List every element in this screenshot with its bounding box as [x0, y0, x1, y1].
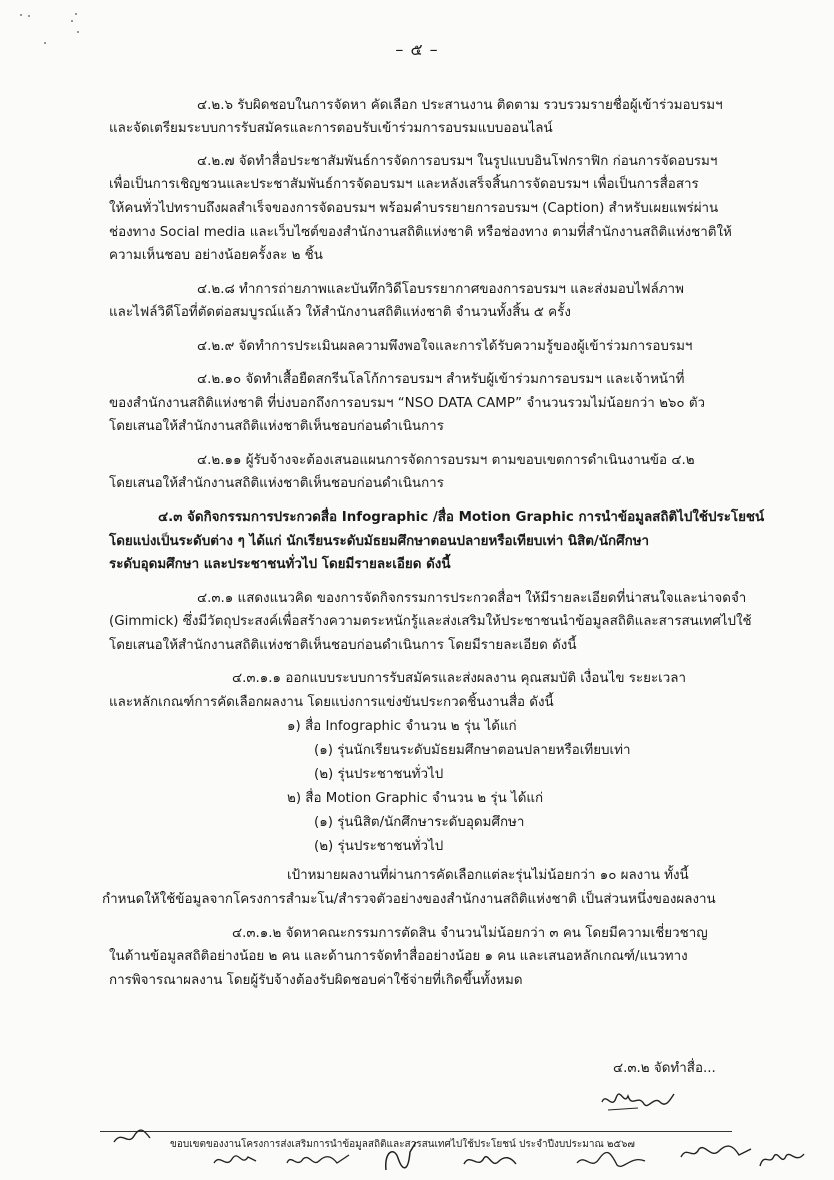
paragraph-line: ๔.๒.๘ ทำการถ่ายภาพและบันทึกวิดีโอบรรยากาศของการอบรมฯ และส่งมอบไฟล์ภาพ [197, 282, 684, 297]
list-subitem: (๑) รุ่นนักเรียนระดับมัธยมศึกษาตอนปลายหรือเทียบเท่า [314, 743, 631, 758]
signature [212, 1151, 258, 1171]
paragraph-line: ช่องทาง Social media และเว็บไซต์ของสำนักงานสถิติแห่งชาติ หรือช่องทาง ตามที่สำนักงานสถิติแห่งชาติให้ [109, 225, 732, 240]
paragraph-line: ความเห็นชอบ อย่างน้อยครั้งละ ๒ ชิ้น [109, 248, 323, 263]
paragraph-line: เพื่อเป็นการเชิญชวนและประชาสัมพันธ์การจัดอบรมฯ และหลังเสร็จสิ้นการจัดอบรมฯ เพื่อเป็นการสื่อสาร [109, 177, 699, 192]
section-heading-line: ระดับอุดมศึกษา และประชาชนทั่วไป โดยมีรายละเอียด ดังนี้ [109, 557, 451, 572]
signature [380, 1138, 420, 1178]
paragraph-line: โดยเสนอให้สำนักงานสถิติแห่งชาติเห็นชอบก่อนดำเนินการ โดยมีรายละเอียด ดังนี้ [109, 638, 577, 653]
scan-speck [75, 13, 77, 15]
scan-speck [20, 14, 22, 16]
paragraph-line: ๔.๒.๗ จัดทำสื่อประชาสัมพันธ์การจัดการอบรมฯ ในรูปแบบอินโฟกราฟิก ก่อนการจัดอบรมฯ [197, 154, 718, 169]
paragraph-line: และจัดเตรียมระบบการรับสมัครและการตอบรับเข้าร่วมการอบรมแบบออนไลน์ [109, 121, 553, 136]
paragraph-line: โดยเสนอให้สำนักงานสถิติแห่งชาติเห็นชอบก่อนดำเนินการ [109, 419, 444, 434]
list-item: ๒) สื่อ Motion Graphic จำนวน ๒ รุ่น ได้แก่ [287, 791, 544, 806]
paragraph-line: ๔.๒.๑๐ จัดทำเสื้อยืดสกรีนโลโก้การอบรมฯ สำหรับผู้เข้าร่วมการอบรมฯ และเจ้าหน้าที่ [197, 372, 685, 387]
list-subitem: (๒) รุ่นประชาชนทั่วไป [314, 767, 444, 782]
scan-speck [28, 15, 30, 17]
list-item: ๑) สื่อ Infographic จำนวน ๒ รุ่น ได้แก่ [287, 719, 517, 734]
scan-speck [71, 20, 73, 22]
section-heading-line: โดยแบ่งเป็นระดับต่าง ๆ ได้แก่ นักเรียนระดับมัธยมศึกษาตอนปลายหรือเทียบเท่า นิสิต/นักศึกษา [109, 534, 650, 549]
signature [285, 1149, 351, 1171]
paragraph-line: ๔.๓.๑ แสดงแนวคิด ของการจัดกิจกรรมการประกวดสื่อฯ ให้มีรายละเอียดที่น่าสนใจและน่าจดจำ [197, 591, 747, 606]
paragraph-line: ๔.๒.๑๑ ผู้รับจ้างจะต้องเสนอแผนการจัดการอบรมฯ ตามขอบเขตการดำเนินงานข้อ ๔.๒ [197, 453, 695, 468]
signature [679, 1139, 753, 1165]
signature [462, 1148, 518, 1172]
continuation-note: ๔.๓.๒ จัดทำสื่อ... [613, 1061, 716, 1076]
paragraph-line: เป้าหมายผลงานที่ผ่านการคัดเลือกแต่ละรุ่นไม่น้อยกว่า ๑๐ ผลงาน ทั้งนี้ [287, 868, 689, 883]
paragraph-line: (Gimmick) ซึ่งมีวัตถุประสงค์เพื่อสร้างความตระหนักรู้และส่งเสริมให้ประชาชนนำข้อมูลสถิติและสารสนเทศไปใช้ [109, 614, 752, 629]
paragraph-line: และไฟล์วิดีโอที่ตัดต่อสมบูรณ์แล้ว ให้สำนักงานสถิติแห่งชาติ จำนวนทั้งสิ้น ๕ ครั้ง [109, 305, 571, 320]
paragraph-line: ๔.๓.๑.๑ ออกแบบระบบการรับสมัครและส่งผลงาน คุณสมบัติ เงื่อนไข ระยะเวลา [232, 671, 686, 686]
signature [758, 1146, 806, 1170]
paragraph-line: ของสำนักงานสถิติแห่งชาติ ที่บ่งบอกถึงการอบรมฯ “NSO DATA CAMP” จำนวนรวมไม่น้อยกว่า ๒๖๐ ตัว [109, 396, 706, 411]
section-heading-line: ๔.๓ จัดกิจกรรมการประกวดสื่อ Infographic /สื่อ Motion Graphic การนำข้อมูลสถิติไปใช้ประโยชน์ [158, 510, 765, 525]
signature [575, 1149, 647, 1173]
signature [112, 1126, 152, 1148]
paragraph-line: การพิจารณาผลงาน โดยผู้รับจ้างต้องรับผิดชอบค่าใช้จ่ายที่เกิดขึ้นทั้งหมด [109, 973, 523, 988]
paragraph-line: และหลักเกณฑ์การคัดเลือกผลงาน โดยแบ่งการแข่งขันประกวดชิ้นงานสื่อ ดังนี้ [109, 695, 554, 710]
list-subitem: (๒) รุ่นประชาชนทั่วไป [314, 839, 444, 854]
footer-rule [100, 1131, 732, 1132]
signature [598, 1088, 676, 1114]
paragraph-line: ในด้านข้อมูลสถิติอย่างน้อย ๒ คน และด้านการจัดทำสื่ออย่างน้อย ๑ คน และเสนอหลักเกณฑ์/แนวทาง [109, 949, 688, 964]
paragraph-line: กำหนดให้ใช้ข้อมูลจากโครงการสำมะโน/สำรวจตัวอย่างของสำนักงานสถิติแห่งชาติ เป็นส่วนหนึ่งของผลงาน [102, 892, 716, 907]
paragraph-line: ๔.๒.๙ จัดทำการประเมินผลความพึงพอใจและการได้รับความรู้ของผู้เข้าร่วมการอบรมฯ [197, 339, 693, 354]
page-number: – ๕ – [395, 40, 439, 59]
footer-text: ขอบเขตของงานโครงการส่งเสริมการนำข้อมูลสถิติและสารสนเทศไปใช้ประโยชน์ ประจำปีงบประมาณ ๒๕๖๗ [170, 1139, 635, 1150]
paragraph-line: ๔.๓.๑.๒ จัดหาคณะกรรมการตัดสิน จำนวนไม่น้อยกว่า ๓ คน โดยมีความเชี่ยวชาญ [232, 926, 708, 941]
paragraph-line: ๔.๒.๖ รับผิดชอบในการจัดหา คัดเลือก ประสานงาน ติดตาม รวบรวมรายชื่อผู้เข้าร่วมอบรมฯ [197, 98, 723, 113]
scan-speck [77, 31, 79, 33]
list-subitem: (๑) รุ่นนิสิต/นักศึกษาระดับอุดมศึกษา [314, 815, 525, 830]
paragraph-line: โดยเสนอให้สำนักงานสถิติแห่งชาติเห็นชอบก่อนดำเนินการ [109, 476, 444, 491]
paragraph-line: ให้คนทั่วไปทราบถึงผลสำเร็จของการจัดอบรมฯ พร้อมคำบรรยายการอบรมฯ (Caption) สำหรับเผยแพร่ผ่าน [109, 201, 719, 216]
